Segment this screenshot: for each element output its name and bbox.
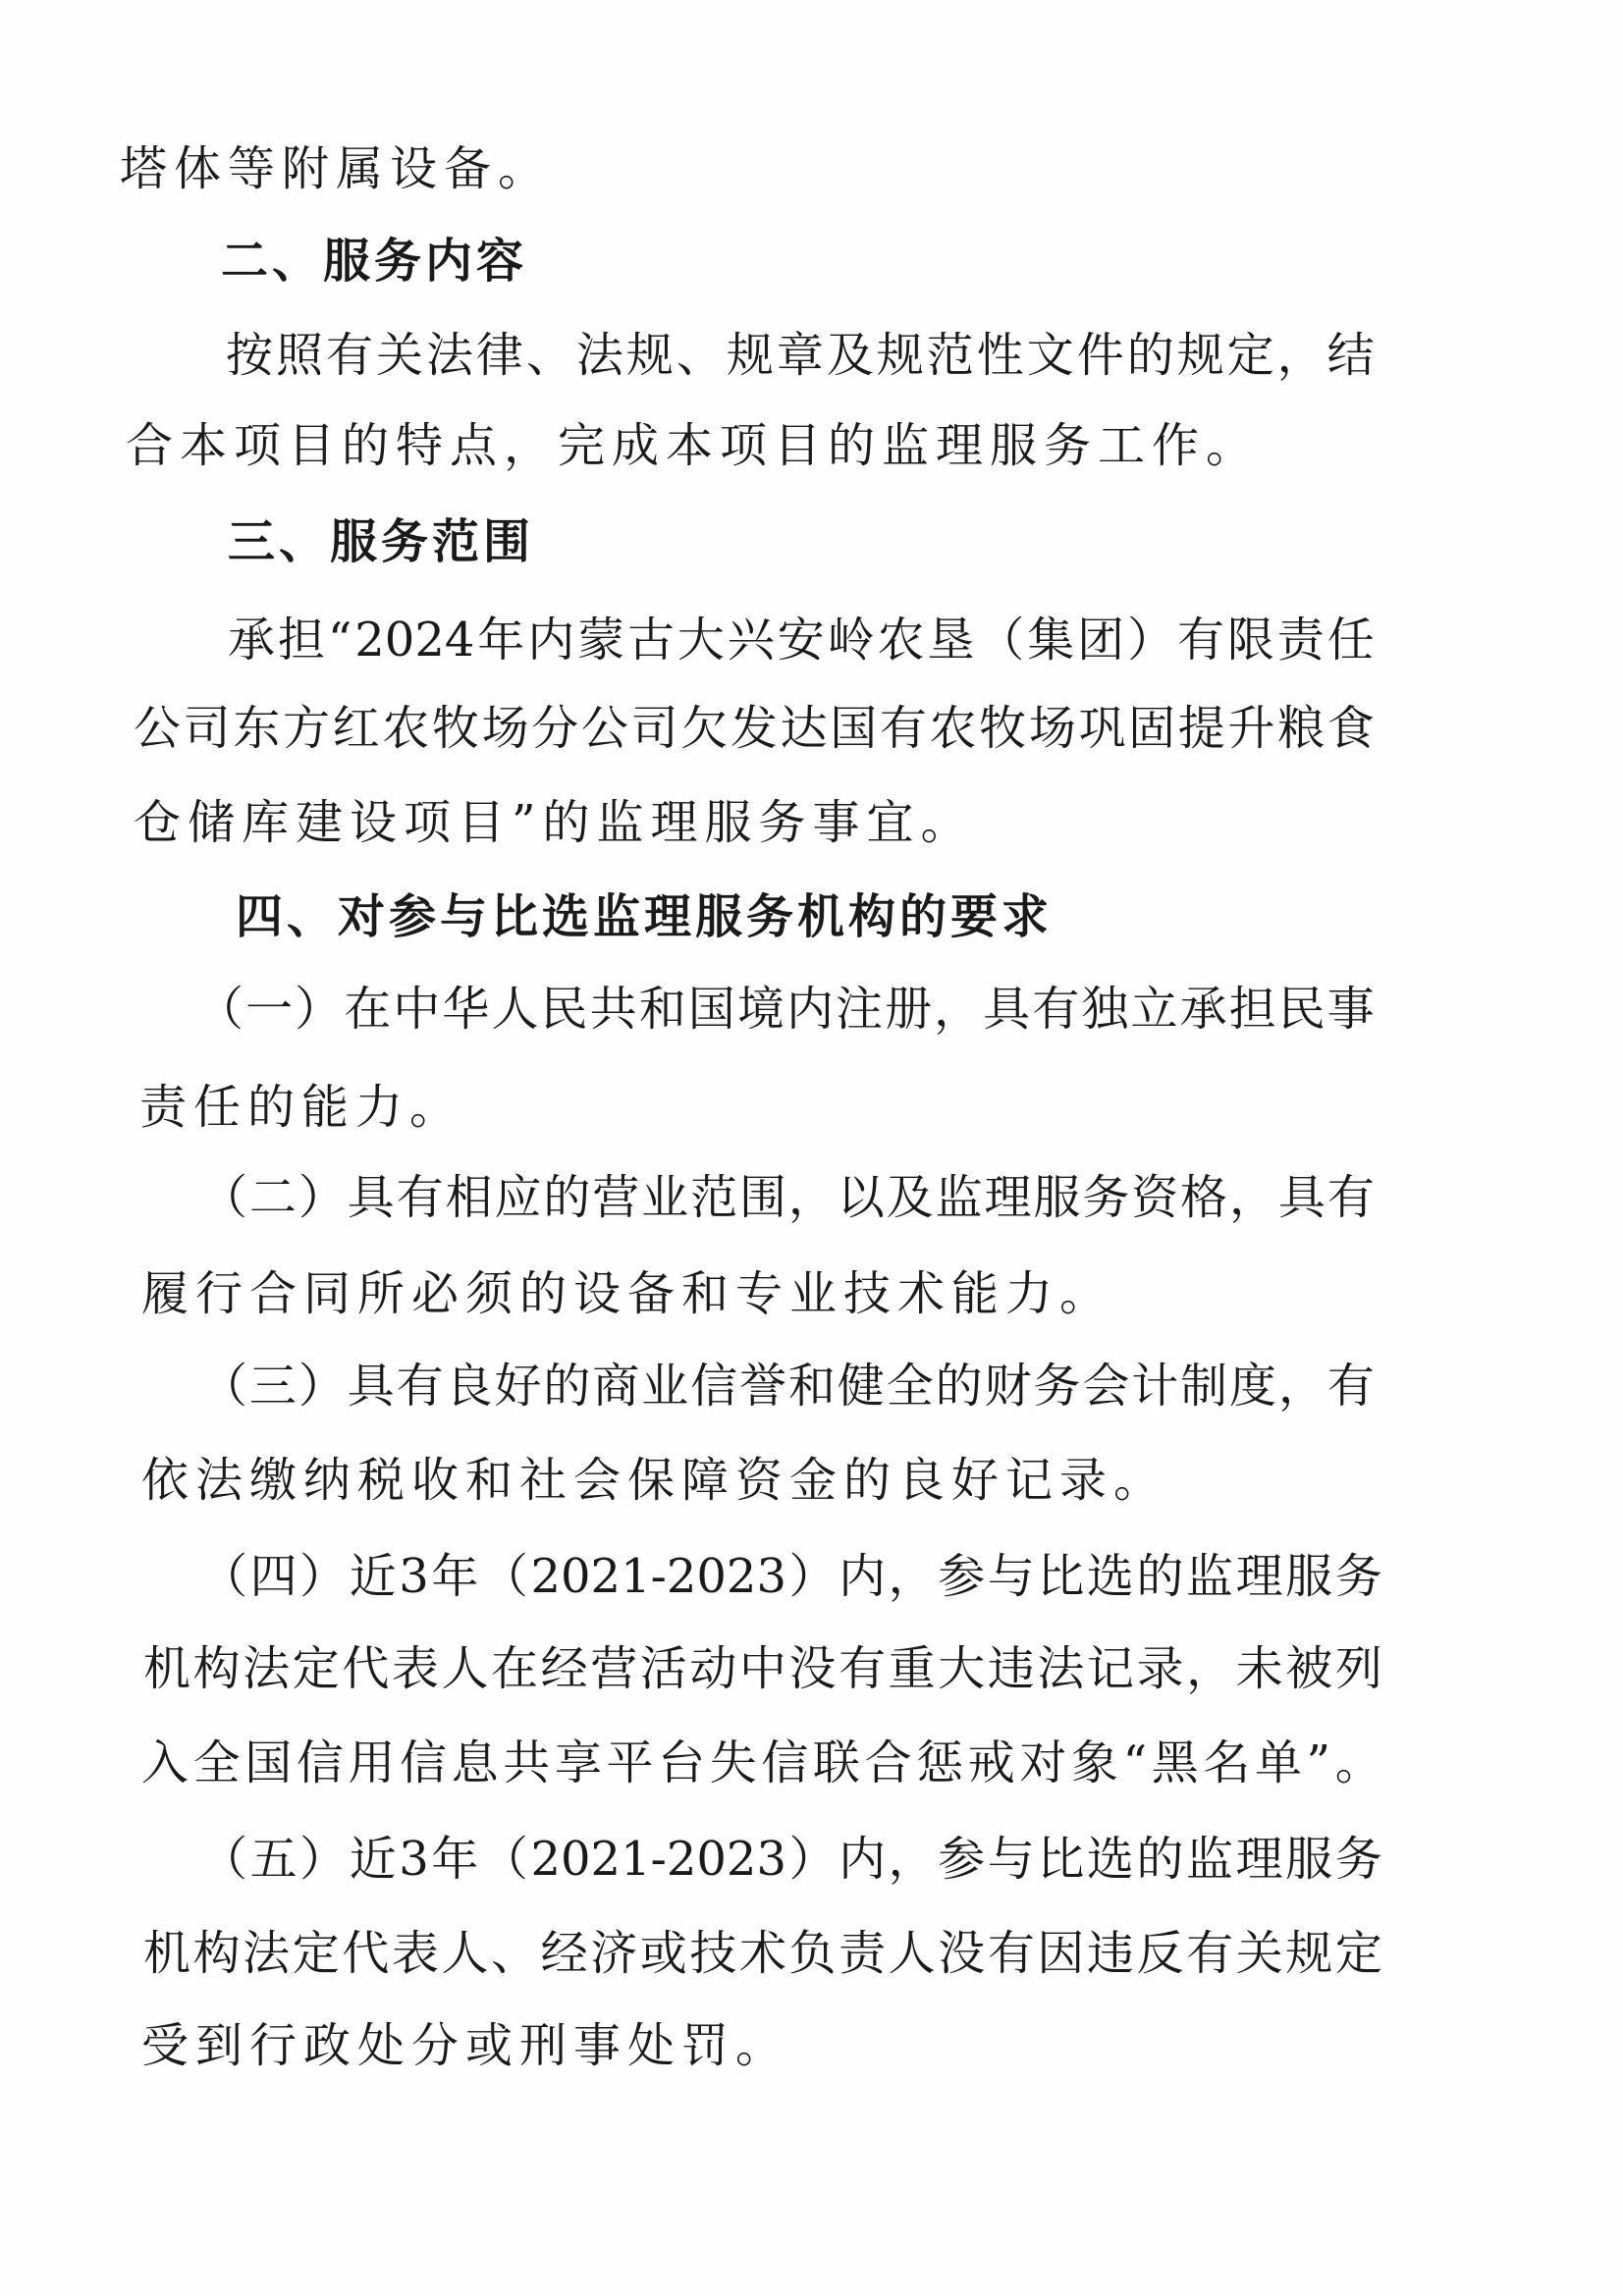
text-line: 仓储库建设项目”的监理服务事宜。: [134, 795, 975, 850]
text-line: 承 担 “ 2024 年 内 蒙 古 大 兴 安 岭 农 垦 （ 集 团 ） 有 限 责 任: [228, 613, 1375, 667]
text-line: 公 司 东 方 红 农 牧 场 分 公 司 欠 发 达 国 有 农 牧 场 巩 固 提 升 粮 食: [134, 701, 1375, 756]
text-line: 合本项目的特点，完成本项目的监理服务工作。: [126, 418, 1261, 473]
text-line: （ 二 ） 具 有 相 应 的 营 业 范 围 ， 以 及 监 理 服 务 资 格 ， 具 有: [200, 1170, 1375, 1225]
section-heading-requirements: 四、对参与比选监理服务机构的要求: [236, 889, 1054, 944]
text-line: （ 四 ） 近 3 年 （ 2021-2023 ） 内 ， 参 与 比 选 的 监 理 服 务: [200, 1549, 1382, 1604]
text-line: 按 照 有 关 法 律 、 法 规 、 规 章 及 规 范 性 文 件 的 规 定 ， 结: [226, 328, 1375, 383]
section-heading-service-content: 二、服务内容: [221, 234, 528, 289]
section-heading-service-scope: 三、服务范围: [228, 514, 535, 569]
text-line: 机 构 法 定 代 表 人 在 经 营 活 动 中 没 有 重 大 违 法 记 录 ， 未 被 列: [143, 1641, 1382, 1696]
text-line: 塔体等附属设备。: [120, 141, 553, 196]
text-line: 履行合同所必须的设备和专业技术能力。: [141, 1266, 1114, 1321]
text-line: 入 全 国 信 用 信 息 共 享 平 台 失 信 联 合 惩 戒 对 象 “ 黑 名 单 ” 。: [141, 1735, 1382, 1790]
text-line: （ 一 ） 在 中 华 人 民 共 和 国 境 内 注 册 ， 具 有 独 立 承 担 民 事: [196, 982, 1375, 1037]
text-line: 责任的能力。: [139, 1080, 464, 1135]
text-line: 机 构 法 定 代 表 人 、 经 济 或 技 术 负 责 人 没 有 因 违 反 有 关 规 定: [143, 1926, 1382, 1981]
text-line: 依法缴纳税收和社会保障资金的良好记录。: [141, 1453, 1168, 1508]
text-line: （ 五 ） 近 3 年 （ 2021-2023 ） 内 ， 参 与 比 选 的 监 理 服 务: [200, 1832, 1382, 1887]
text-line: （ 三 ） 具 有 良 好 的 商 业 信 誉 和 健 全 的 财 务 会 计 制 度 ， 有: [200, 1359, 1375, 1414]
text-line: 受到行政处分或刑事处罚。: [141, 2018, 790, 2073]
